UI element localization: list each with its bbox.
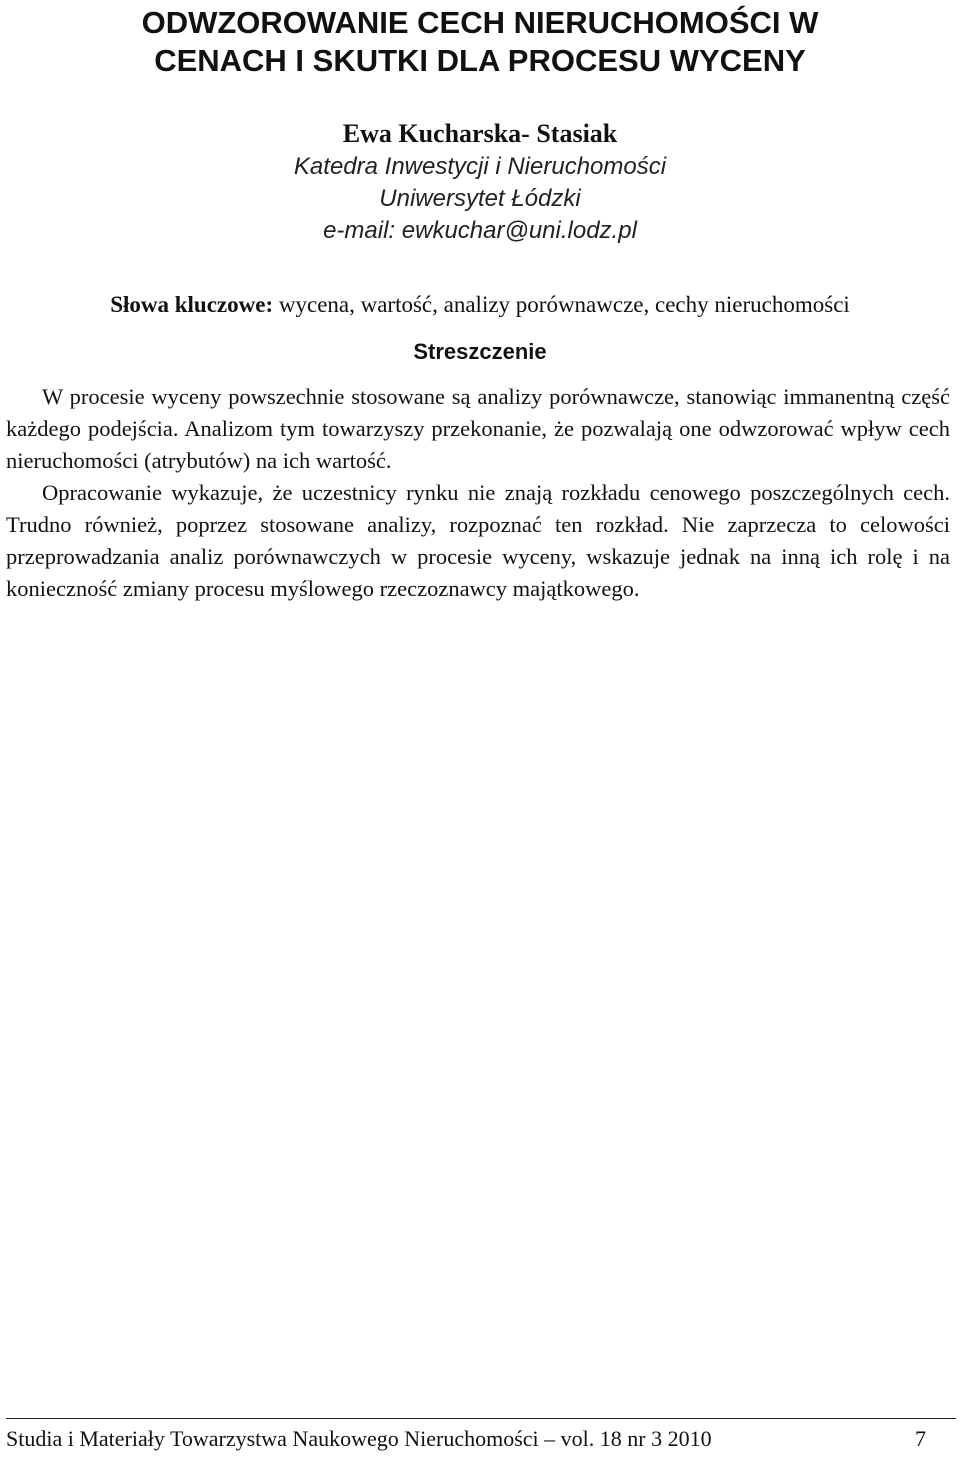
title-line-1: ODWZOROWANIE CECH NIERUCHOMOŚCI W (141, 5, 819, 40)
author-department: Katedra Inwestycji i Nieruchomości (293, 153, 667, 180)
abstract-paragraph-1: W procesie wyceny powszechnie stosowane są analizy porównawcze, stanowiąc immanentną część każdego podejścia. Analizom tym towarzyszy przekonanie, że pozwalają one odwzorować wpływ cech nieruchomości (atrybutów) na ich wartość. (6, 384, 950, 473)
keywords (0, 290, 960, 320)
author-email: e-mail: ewkuchar@uni.lodz.pl (323, 217, 637, 244)
author-university: Uniwersytet Łódzki (379, 185, 581, 212)
author-name: Ewa Kucharska- Stasiak (342, 119, 618, 148)
page-footer (6, 1424, 926, 1454)
journal-citation: Studia i Materiały Towarzystwa Naukowego Nieruchomości – vol. 18 nr 3 2010 (6, 1426, 712, 1451)
page-number: 7 (915, 1426, 926, 1451)
keywords-label: Słowa kluczowe: (110, 292, 274, 317)
footer-divider (6, 1418, 956, 1419)
author-block (0, 117, 960, 247)
abstract-paragraph-2: Opracowanie wykazuje, że uczestnicy rynku nie znają rozkładu cenowego poszczególnych cech. Trudno również, poprzez stosowane analizy, rozpoznać ten rozkład. Nie zaprzecza to celowości przeprowadzania analiz porównawczych w procesie wyceny, wskazuje jednak na inną ich rolę i na konieczność zmiany procesu myślowego rzeczoznawcy majątkowego. (6, 480, 950, 601)
abstract-heading: Streszczenie (413, 339, 547, 364)
keywords-text: wycena, wartość, analizy porównawcze, cechy nieruchomości (273, 292, 850, 317)
page-title (0, 4, 960, 80)
title-line-2: CENACH I SKUTKI DLA PROCESU WYCENY (154, 43, 806, 78)
abstract-body (6, 381, 950, 605)
